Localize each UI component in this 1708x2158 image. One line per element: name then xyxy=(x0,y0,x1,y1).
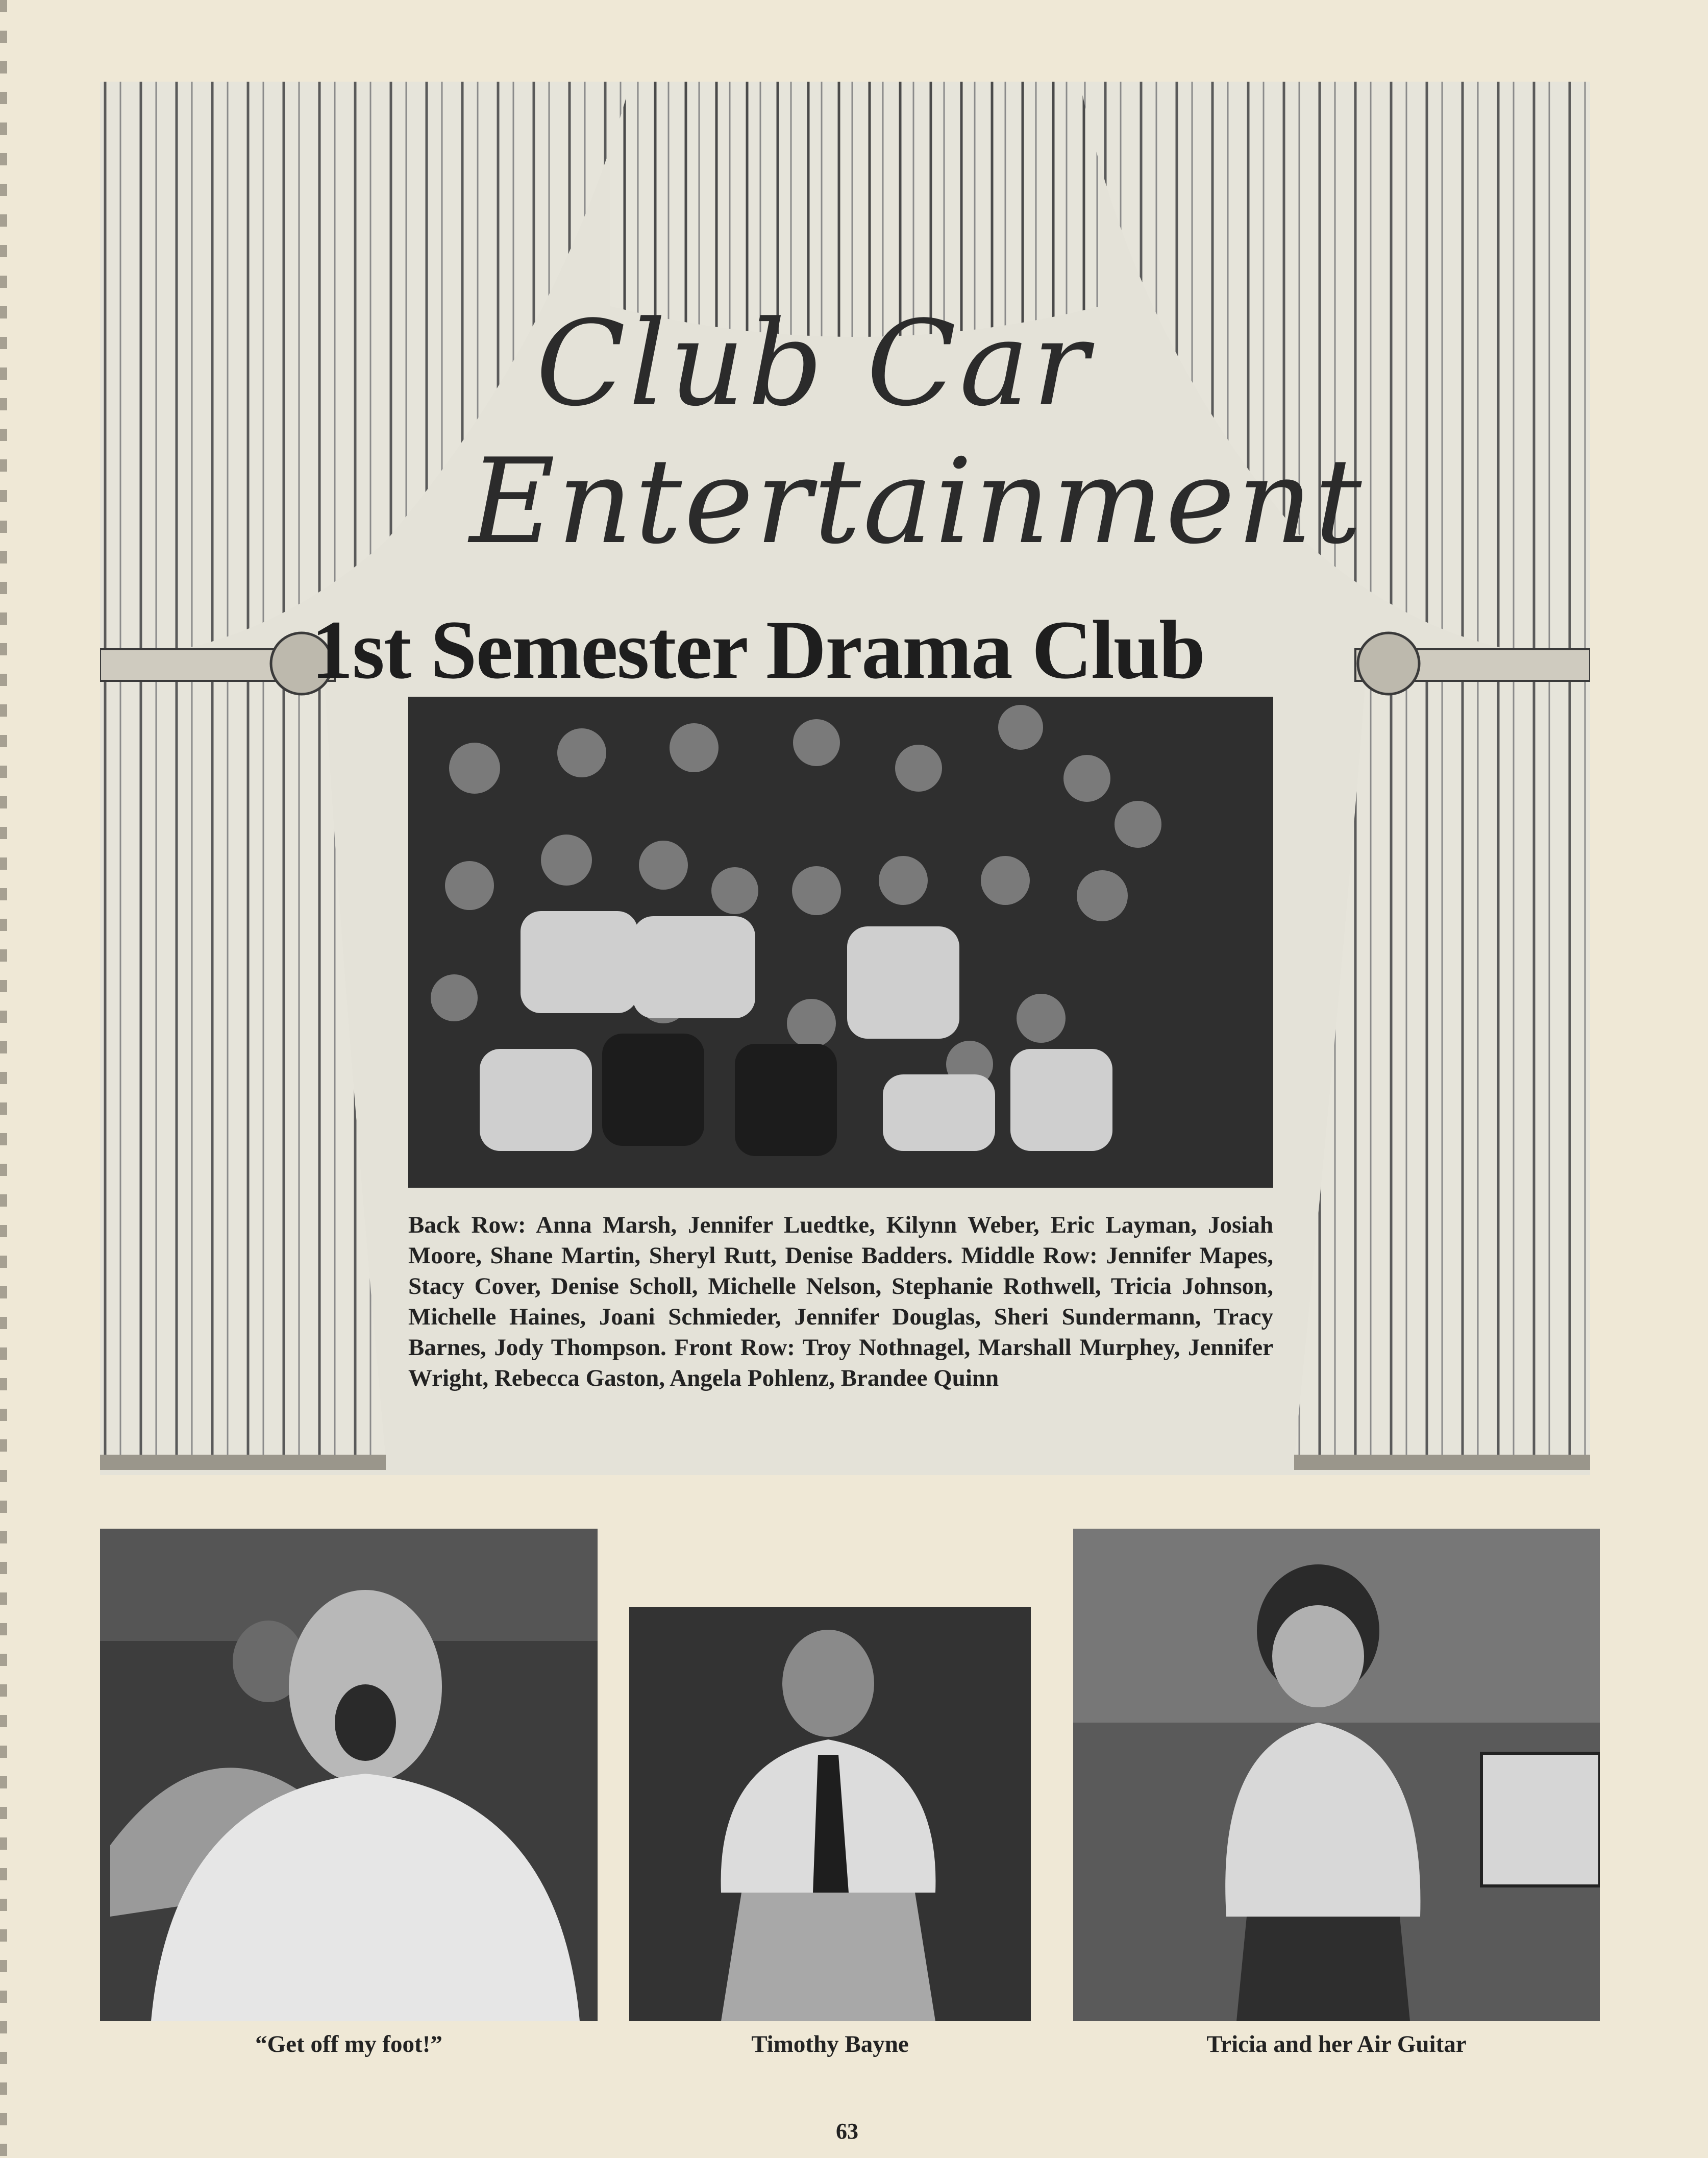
photo-tricia-air-guitar xyxy=(1073,1529,1600,2021)
right-fringe xyxy=(1294,1455,1590,1470)
page-title: 1st Semester Drama Club xyxy=(311,604,1205,696)
left-fringe xyxy=(100,1455,386,1470)
photo-2-image xyxy=(629,1607,1031,2021)
script-line-entertainment: Entertainment xyxy=(469,434,1364,570)
photo-timothy-bayne xyxy=(629,1607,1031,2021)
page-number: 63 xyxy=(836,2119,858,2144)
group-photo-image xyxy=(408,697,1273,1188)
group-photo xyxy=(408,697,1273,1188)
photo-get-off-my-foot xyxy=(100,1529,598,2021)
photo-3-caption: Tricia and her Air Guitar xyxy=(1206,2031,1467,2057)
handwritten-title xyxy=(459,286,1364,602)
page-binding-edge xyxy=(0,0,7,2158)
right-curtain-lower xyxy=(1294,679,1590,1460)
left-curtain-lower xyxy=(100,679,386,1460)
photo-2-caption: Timothy Bayne xyxy=(751,2031,909,2057)
group-photo-caption: Back Row: Anna Marsh, Jennifer Luedtke, Kilynn Weber, Eric Layman, Josiah Moore, Shane Martin, Sheryl Rutt, Denise Badders. Middle Row: Jennifer Mapes, Stacy Cover, Denise Scholl, Michelle Nelson, Stephanie Rothwell, Tricia Johnson, Michelle Haines, Joani Schmieder, Jennifer Douglas, Sheri Sundermann, Tracy Barnes, Jody Thompson. Front Row: Troy Nothnagel, Marshall Murphey, Jennifer Wright, Rebecca Gaston, Angela Pohlenz, Brandee Quinn xyxy=(408,1212,1273,1391)
photo-1-image xyxy=(100,1529,598,2021)
photo-1-caption: “Get off my foot!” xyxy=(255,2031,442,2057)
photo-3-image xyxy=(1073,1529,1600,2021)
script-line-club-car: Club Car xyxy=(536,296,1092,432)
